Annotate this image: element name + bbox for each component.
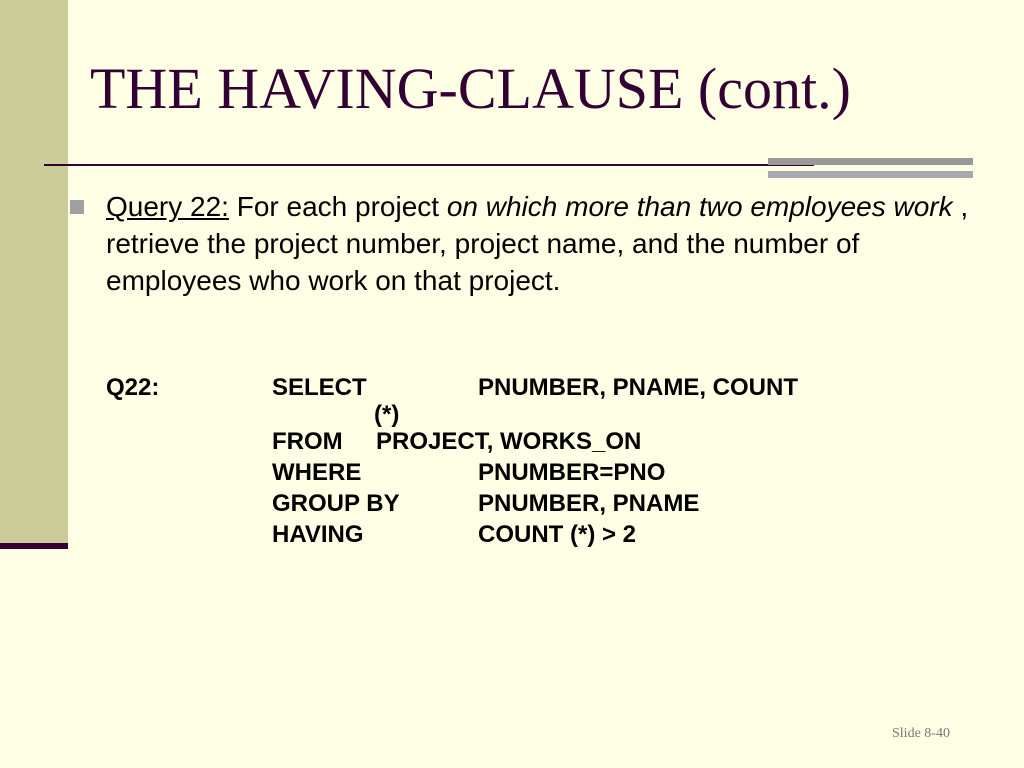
slide-title: THE HAVING-CLAUSE (cont.)	[90, 56, 851, 121]
bullet-text-italic: on which more than two employees work	[446, 191, 953, 222]
bullet-text-part-2: , retrieve the project number, project name, and the number of employees who work on that project.	[106, 191, 969, 296]
sql-value-select: PNUMBER, PNAME, COUNT	[478, 374, 799, 401]
sql-keyword-select: SELECT	[272, 374, 367, 401]
sql-keyword-group-by: GROUP BY	[272, 490, 400, 517]
left-accent-band	[0, 0, 68, 548]
title-underline	[44, 164, 814, 166]
query-label: Query 22:	[106, 191, 229, 222]
sql-keyword-having: HAVING	[272, 521, 364, 548]
sql-value-group-by: PNUMBER, PNAME	[478, 490, 700, 517]
sql-query-label: Q22:	[106, 374, 160, 401]
left-band-rule	[0, 543, 68, 549]
title-decoration-bar-light	[768, 171, 973, 178]
sql-value-where: PNUMBER=PNO	[478, 459, 666, 486]
bullet-text-part-1: For each project	[228, 191, 447, 222]
sql-value-select-continuation: (*)	[374, 401, 400, 428]
sql-keyword-from: FROM	[272, 428, 343, 455]
bullet-text	[106, 188, 986, 299]
sql-value-from: PROJECT, WORKS_ON	[376, 428, 642, 455]
sql-keyword-where: WHERE	[272, 459, 362, 486]
slide-number: Slide 8-40	[892, 726, 950, 741]
sql-value-having: COUNT (*) > 2	[478, 521, 637, 548]
title-decoration-bar-dark	[768, 158, 973, 165]
bullet-square-icon	[70, 200, 84, 214]
